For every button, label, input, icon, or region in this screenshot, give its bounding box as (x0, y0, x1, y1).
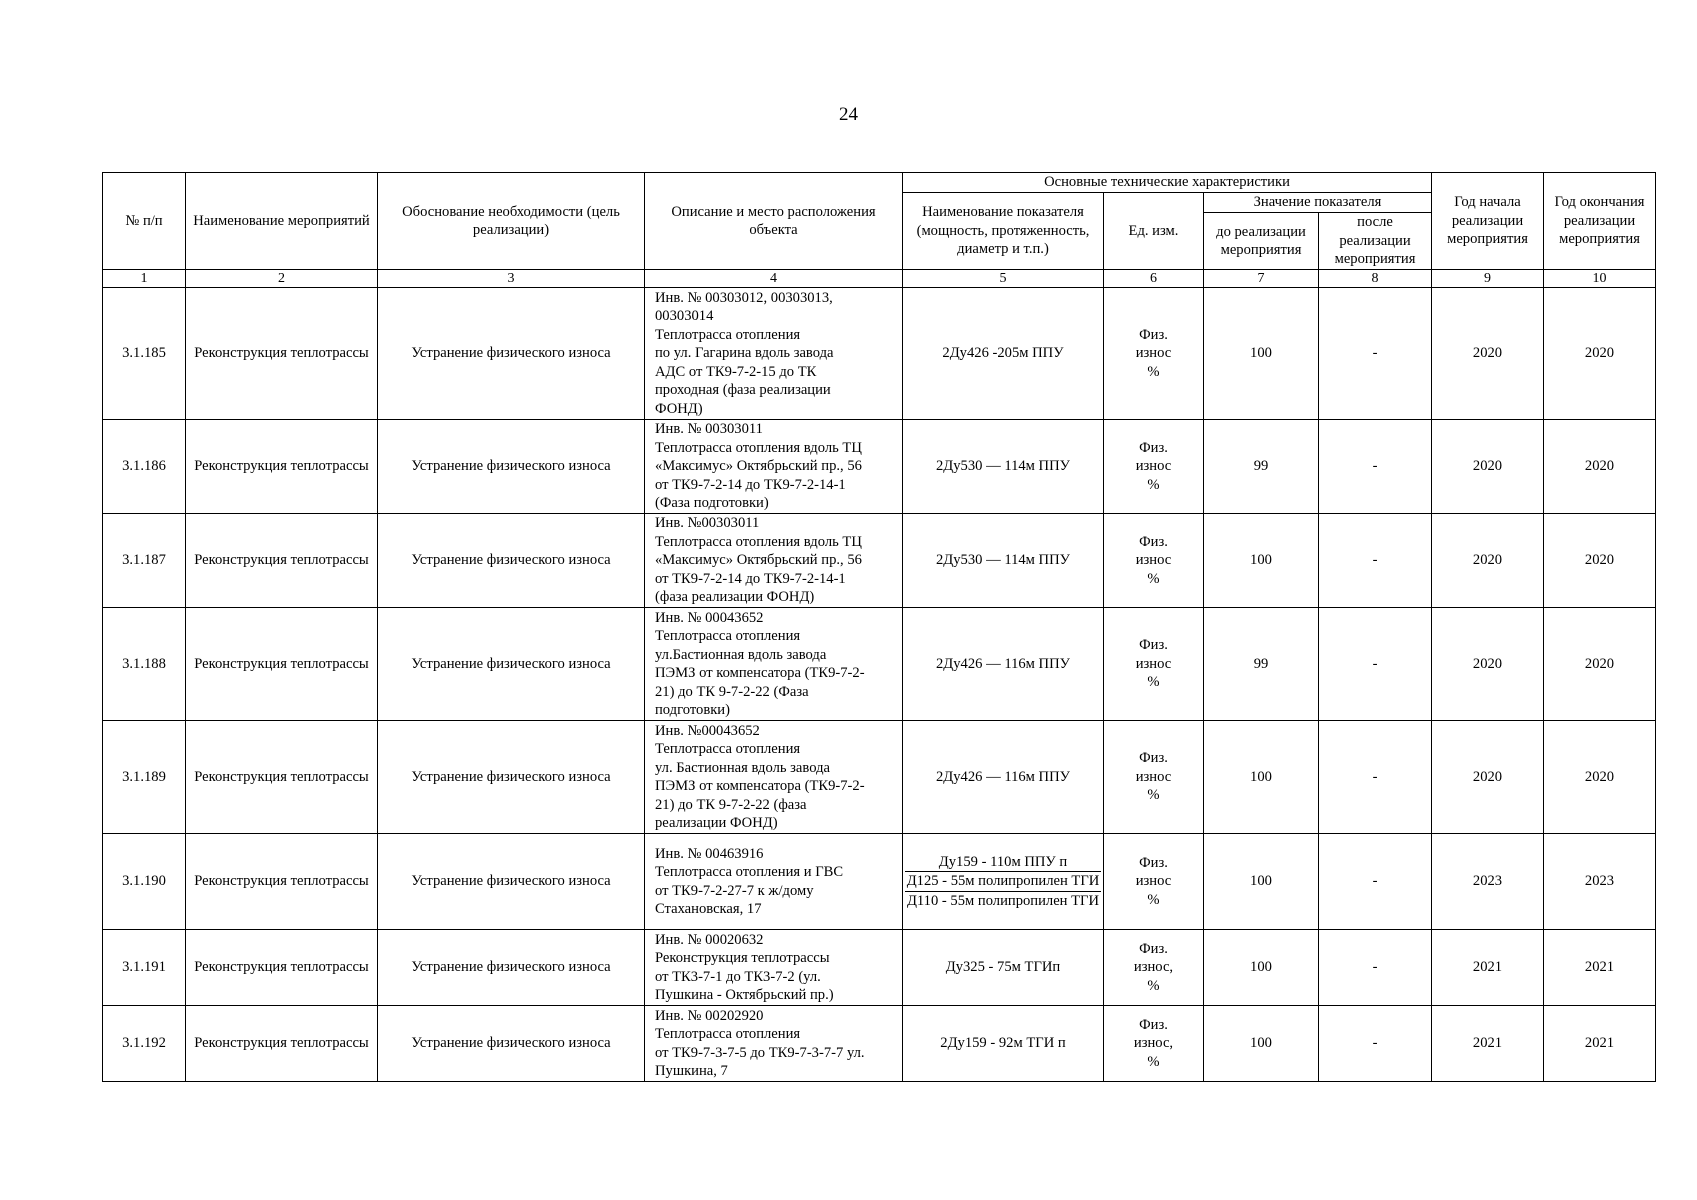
measure-name: Реконструкция теплотрассы (186, 288, 378, 420)
object-description (645, 721, 903, 834)
row-number: 3.1.185 (103, 288, 186, 420)
justification: Устранение физического износа (378, 834, 645, 930)
description-line: Теплотрасса отопления (655, 628, 801, 644)
unit (1104, 608, 1204, 721)
description-line: «Максимус» Октябрьский пр., 56 (655, 552, 862, 569)
table-row (103, 721, 1656, 834)
header-justification: Обоснование необходимости (цель реализации) (378, 173, 645, 270)
description-line: ФОНД) (655, 400, 703, 417)
description-line: Инв. №00043652 (655, 722, 760, 739)
description-line: Пушкина, 7 (655, 1063, 728, 1079)
end-year: 2020 (1544, 288, 1656, 420)
column-number: 4 (645, 270, 903, 288)
column-number: 2 (186, 270, 378, 288)
header-value-after: после реализации мероприятия (1319, 213, 1432, 270)
table-row (103, 420, 1656, 514)
measure-name: Реконструкция теплотрассы (186, 930, 378, 1006)
measure-name: Реконструкция теплотрассы (186, 1006, 378, 1082)
value-after: - (1319, 1006, 1432, 1082)
description-line: реализации ФОНД) (655, 815, 778, 831)
description-line: от ТК3-7-1 до ТК3-7-2 (ул. (655, 968, 821, 985)
indicator-value: 2Ду530 — 114м ППУ (903, 420, 1104, 514)
table-row (103, 930, 1656, 1006)
value-after: - (1319, 930, 1432, 1006)
object-description (645, 834, 903, 930)
description-line: Теплотрасса отопления вдоль ТЦ (655, 439, 862, 456)
header-tech-characteristics: Основные технические характеристики (903, 173, 1432, 193)
value-after: - (1319, 420, 1432, 514)
indicator-value: Д125 - 55м полипропилен ТГИ (905, 872, 1101, 892)
row-number: 3.1.190 (103, 834, 186, 930)
column-number: 10 (1544, 270, 1656, 288)
start-year: 2020 (1432, 288, 1544, 420)
column-number: 3 (378, 270, 645, 288)
indicator-value: 2Ду426 -205м ППУ (903, 288, 1104, 420)
description-line: Теплотрасса отопления вдоль ТЦ (655, 533, 862, 550)
row-number: 3.1.188 (103, 608, 186, 721)
value-before: 100 (1204, 834, 1319, 930)
value-after: - (1319, 721, 1432, 834)
unit-line: Физ. (1139, 854, 1168, 871)
column-number: 1 (103, 270, 186, 288)
column-number: 9 (1432, 270, 1544, 288)
justification: Устранение физического износа (378, 608, 645, 721)
description-line: ул.Бастионная вдоль завода (655, 646, 827, 663)
end-year: 2020 (1544, 420, 1656, 514)
description-line: ул. Бастионная вдоль завода (655, 759, 830, 776)
description-line: от ТК9-7-2-14 до ТК9-7-2-14-1 (655, 476, 846, 493)
justification: Устранение физического износа (378, 721, 645, 834)
column-number: 6 (1104, 270, 1204, 288)
object-description (645, 608, 903, 721)
description-line: 21) до ТК 9-7-2-22 (Фаза (655, 683, 809, 700)
end-year: 2020 (1544, 514, 1656, 608)
justification: Устранение физического износа (378, 930, 645, 1006)
description-line: по ул. Гагарина вдоль завода (655, 345, 834, 362)
object-description (645, 1006, 903, 1082)
row-number: 3.1.186 (103, 420, 186, 514)
indicator-value: 2Ду530 — 114м ППУ (903, 514, 1104, 608)
unit (1104, 420, 1204, 514)
end-year: 2023 (1544, 834, 1656, 930)
unit-line: износ (1135, 873, 1172, 890)
header-end-year: Год окончания реализации мероприятия (1544, 173, 1656, 270)
indicator-value: Д110 - 55м полипропилен ТГИ (906, 892, 1100, 909)
value-before: 100 (1204, 288, 1319, 420)
indicator-value: 2Ду426 — 116м ППУ (903, 721, 1104, 834)
table-row (103, 834, 1656, 930)
start-year: 2021 (1432, 1006, 1544, 1082)
description-line: 21) до ТК 9-7-2-22 (фаза (655, 796, 807, 813)
value-before: 99 (1204, 420, 1319, 514)
header-start-year: Год начала реализации мероприятия (1432, 173, 1544, 270)
unit (1104, 834, 1204, 930)
description-line: 00303014 (655, 308, 714, 325)
unit-line: износ (1135, 768, 1172, 785)
value-before: 100 (1204, 514, 1319, 608)
unit (1104, 514, 1204, 608)
description-line: (Фаза подготовки) (655, 495, 769, 512)
measure-name: Реконструкция теплотрассы (186, 721, 378, 834)
table-body (103, 288, 1656, 1082)
description-line: Стахановская, 17 (655, 901, 762, 917)
start-year: 2021 (1432, 930, 1544, 1006)
description-line: Инв. №00303011 (655, 515, 760, 532)
description-line: от ТК9-7-3-7-5 до ТК9-7-3-7-7 ул. (655, 1044, 865, 1061)
unit-line: износ, (1133, 1035, 1174, 1052)
description-line: ПЭМЗ от компенсатора (ТК9-7-2- (655, 778, 865, 794)
unit-line: % (1147, 787, 1160, 804)
column-number: 8 (1319, 270, 1432, 288)
start-year: 2020 (1432, 608, 1544, 721)
unit-line: Физ. (1139, 1016, 1168, 1033)
description-line: Инв. № 00303011 (655, 421, 763, 438)
column-number: 7 (1204, 270, 1319, 288)
description-line: Инв. № 00303012, 00303013, (655, 289, 833, 306)
end-year: 2020 (1544, 721, 1656, 834)
indicator-value: 2Ду426 — 116м ППУ (903, 608, 1104, 721)
value-before: 100 (1204, 1006, 1319, 1082)
measures-table (102, 172, 1656, 1082)
measure-name: Реконструкция теплотрассы (186, 834, 378, 930)
header-value-before: до реализации мероприятия (1204, 213, 1319, 270)
unit-line: % (1147, 674, 1160, 691)
value-after: - (1319, 288, 1432, 420)
header-measure-name: Наименование мероприятий (186, 173, 378, 270)
justification: Устранение физического износа (378, 514, 645, 608)
end-year: 2021 (1544, 930, 1656, 1006)
header-indicator-value: Значение показателя (1204, 193, 1432, 213)
unit-line: износ, (1133, 959, 1174, 976)
object-description (645, 514, 903, 608)
indicator-cell (903, 834, 1104, 930)
header-unit: Ед. изм. (1104, 193, 1204, 270)
unit (1104, 1006, 1204, 1082)
unit-line: Физ. (1139, 940, 1168, 957)
description-line: проходная (фаза реализации (655, 382, 831, 399)
end-year: 2020 (1544, 608, 1656, 721)
unit-line: % (1147, 363, 1160, 380)
table-row (103, 1006, 1656, 1082)
description-line: ПЭМЗ от компенсатора (ТК9-7-2- (655, 665, 865, 681)
unit-line: % (1147, 570, 1160, 587)
description-line: Теплотрасса отопления (655, 1026, 801, 1042)
unit-line: износ (1135, 655, 1172, 672)
column-number: 5 (903, 270, 1104, 288)
description-line: от ТК9-7-2-27-7 к ж/дому (655, 882, 814, 899)
justification: Устранение физического износа (378, 1006, 645, 1082)
table-row (103, 514, 1656, 608)
unit-line: Физ. (1139, 439, 1168, 456)
value-before: 99 (1204, 608, 1319, 721)
table-row (103, 608, 1656, 721)
table-row (103, 288, 1656, 420)
description-line: Инв. № 00043652 (655, 609, 764, 626)
description-line: Теплотрасса отопления (655, 741, 801, 757)
row-number: 3.1.187 (103, 514, 186, 608)
description-line: Теплотрасса отопления (655, 326, 801, 343)
description-line: Реконструкция теплотрассы (655, 950, 830, 966)
value-before: 100 (1204, 930, 1319, 1006)
unit-line: % (1147, 977, 1160, 994)
value-after: - (1319, 608, 1432, 721)
value-after: - (1319, 834, 1432, 930)
unit-line: % (1147, 476, 1160, 493)
row-number: 3.1.191 (103, 930, 186, 1006)
unit-line: % (1147, 1053, 1160, 1070)
description-line: Теплотрасса отопления и ГВС (655, 864, 844, 880)
measure-name: Реконструкция теплотрассы (186, 514, 378, 608)
measure-name: Реконструкция теплотрассы (186, 420, 378, 514)
unit-line: Физ. (1139, 533, 1168, 550)
unit-line: Физ. (1139, 637, 1168, 654)
unit (1104, 930, 1204, 1006)
description-line: Инв. № 00020632 (655, 931, 764, 948)
unit-line: Физ. (1139, 750, 1168, 767)
header-description: Описание и место расположения объекта (645, 173, 903, 270)
justification: Устранение физического износа (378, 420, 645, 514)
description-line: (фаза реализации ФОНД) (655, 589, 815, 606)
description-line: АДС от ТК9-7-2-15 до ТК (655, 363, 817, 380)
description-line: «Максимус» Октябрьский пр., 56 (655, 458, 862, 475)
value-after: - (1319, 514, 1432, 608)
unit-line: износ (1135, 552, 1172, 569)
start-year: 2020 (1432, 721, 1544, 834)
end-year: 2021 (1544, 1006, 1656, 1082)
value-before: 100 (1204, 721, 1319, 834)
description-line: Пушкина - Октябрьский пр.) (655, 987, 834, 1003)
unit-line: износ (1135, 458, 1172, 475)
measure-name: Реконструкция теплотрассы (186, 608, 378, 721)
description-line: Инв. № 00463916 (655, 845, 764, 862)
start-year: 2023 (1432, 834, 1544, 930)
indicator-value: Ду159 - 110м ППУ п (905, 853, 1101, 873)
description-line: от ТК9-7-2-14 до ТК9-7-2-14-1 (655, 570, 846, 587)
row-number: 3.1.192 (103, 1006, 186, 1082)
header-indicator-name: Наименование показателя (мощность, протяженность, диаметр и т.п.) (903, 193, 1104, 270)
description-line: подготовки) (655, 702, 730, 718)
unit (1104, 721, 1204, 834)
column-numbers-row (103, 270, 1656, 288)
justification: Устранение физического износа (378, 288, 645, 420)
indicator-value: 2Ду159 - 92м ТГИ п (903, 1006, 1104, 1082)
row-number: 3.1.189 (103, 721, 186, 834)
page-number: 24 (839, 104, 858, 125)
object-description (645, 420, 903, 514)
start-year: 2020 (1432, 514, 1544, 608)
description-line: Инв. № 00202920 (655, 1007, 764, 1024)
indicator-value: Ду325 - 75м ТГИп (903, 930, 1104, 1006)
start-year: 2020 (1432, 420, 1544, 514)
header-number: № п/п (103, 173, 186, 270)
unit-line: % (1147, 891, 1160, 908)
unit-line: Физ. (1139, 326, 1168, 343)
unit-line: износ (1135, 345, 1172, 362)
object-description (645, 930, 903, 1006)
object-description (645, 288, 903, 420)
unit (1104, 288, 1204, 420)
